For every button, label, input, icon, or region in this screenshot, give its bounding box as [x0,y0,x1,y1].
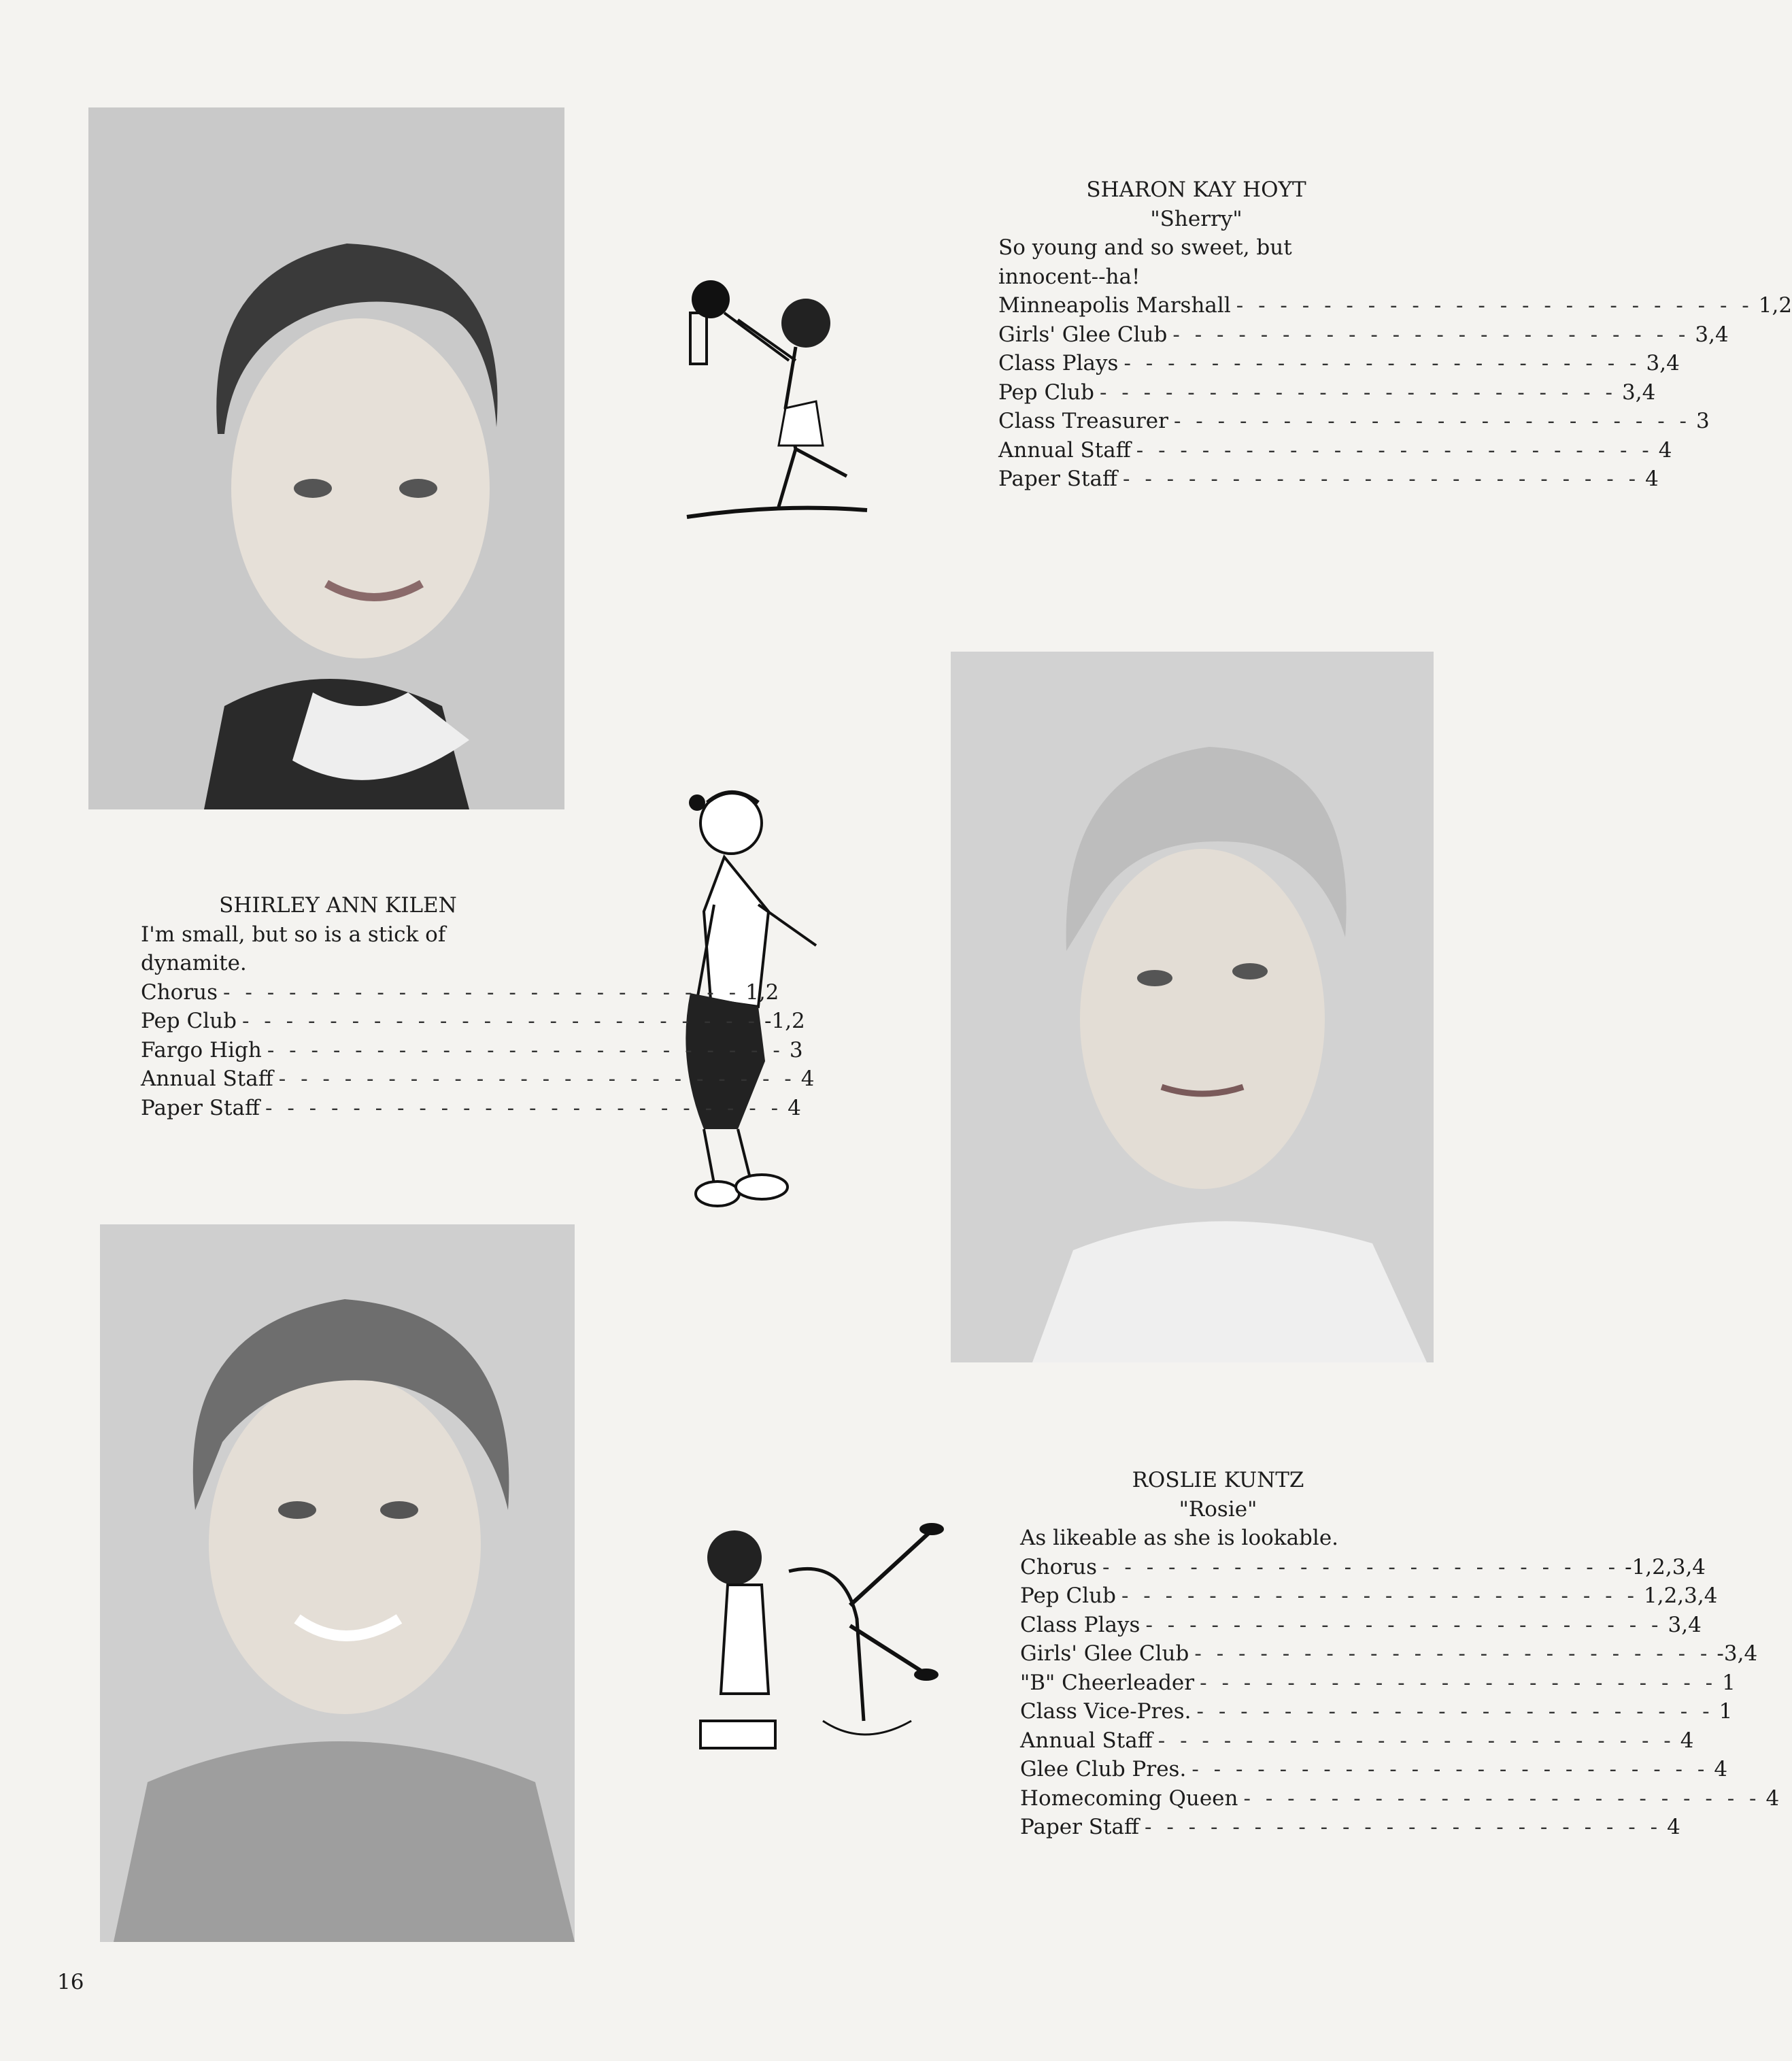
activity-row [1020,1553,1706,1582]
activity-label: Pep Club [998,380,1094,405]
activity-label: Class Plays [998,351,1119,375]
activity-years: 1,2 [1758,293,1792,318]
activity-years: 1,2 [745,979,779,1005]
activity-years: 4 [1680,1728,1694,1753]
activity-row [1020,1581,1718,1611]
activity-years: 4 [1667,1815,1680,1839]
leader-dashes: - - - - - - - - - - - - - - - - - - - - - - - - [1191,1757,1709,1781]
activity-years: 4 [1645,467,1659,491]
page-number: 16 [57,1970,84,1994]
leader-dashes: - - - - - - - - - - - - - - - - - - - - - - - - [223,979,741,1005]
leader-dashes: - - - - - - - - - - - - - - - - - - - - - - - - [1236,293,1753,318]
leader-dashes: - - - - - - - - - - - - - - - - - - - - - - - - [1194,1641,1712,1666]
sketch-girls-kicking [687,1517,945,1762]
activity-years: 3,4 [1646,351,1680,375]
leader-dashes: - - - - - - - - - - - - - - - - - - - - - - - - [1173,409,1691,433]
activity-row [998,436,1672,465]
activity-label: Class Treasurer [998,409,1168,433]
student-nickname: "Rosie" [1179,1496,1257,1522]
leader-dashes: - - - - - - - - - - - - - - - - - - - - - - - - [1145,1815,1662,1839]
activity-label: Paper Staff [141,1095,260,1120]
activity-row [141,978,779,1007]
activity-row [998,320,1729,350]
leader-dashes: - - - - - - - - - - - - - - - - - - - - - - - - [1099,380,1617,405]
activity-row [998,407,1710,436]
activity-years: 4 [1658,437,1672,463]
activity-years: -1,2,3,4 [1625,1554,1706,1579]
activity-years: 3,4 [1622,380,1656,405]
activity-label: Fargo High [141,1037,262,1062]
activity-years: -3,4 [1717,1641,1758,1666]
activity-years: 4 [800,1067,815,1091]
activity-label: Homecoming Queen [1020,1786,1238,1811]
activity-label: Girls' Glee Club [998,322,1168,347]
activity-label: Annual Staff [998,437,1131,463]
bio-roslie-kuntz [1020,1466,1780,1842]
activity-label: Annual Staff [141,1067,273,1091]
student-quote: As likeable as she is lookable. [1020,1526,1339,1550]
activity-label: Paper Staff [998,467,1118,491]
student-quote: So young and so sweet, but innocent--ha! [998,235,1292,289]
activity-row [1020,1784,1780,1813]
student-name: SHARON KAY HOYT [1086,178,1306,202]
activity-label: Class Vice-Pres. [1020,1699,1191,1724]
activity-years: 1 [1719,1699,1733,1724]
activity-row [998,349,1680,378]
activity-label: Pep Club [141,1009,237,1033]
leader-dashes: - - - - - - - - - - - - - - - - - - - - - - - - [1243,1786,1761,1811]
activity-label: "B" Cheerleader [1020,1670,1195,1695]
activity-label: Annual Staff [1020,1728,1153,1753]
student-quote: I'm small, but so is a stick of dynamite. [141,922,446,975]
activity-row [1020,1813,1680,1842]
activity-years: 3,4 [1668,1612,1702,1637]
activity-row [998,378,1656,407]
activity-label: Minneapolis Marshall [998,293,1231,318]
activity-row [1020,1611,1702,1640]
activity-years: 4 [1765,1786,1780,1811]
portrait-sharon-hoyt [88,107,564,809]
activity-years: 1 [1722,1670,1736,1695]
activity-years: 3,4 [1695,322,1729,347]
leader-dashes: - - - - - - - - - - - - - - - - - - - - - - - - [1200,1670,1717,1695]
leader-dashes: - - - - - - - - - - - - - - - - - - - - - - - - [278,1067,796,1091]
portrait-roslie-kuntz [951,652,1434,1362]
leader-dashes: - - - - - - - - - - - - - - - - - - - - - - - - [267,1037,784,1062]
leader-dashes: - - - - - - - - - - - - - - - - - - - - - - - - [1145,1612,1663,1637]
activity-label: Class Plays [1020,1612,1140,1637]
leader-dashes: - - - - - - - - - - - - - - - - - - - - - - - - [1136,437,1653,463]
portrait-shirley-kilen [100,1224,575,1942]
leader-dashes: - - - - - - - - - - - - - - - - - - - - - - - - [1157,1728,1675,1753]
activity-years: 3 [789,1037,803,1062]
sketch-girl-basketball [677,272,874,524]
activity-years: 1,2,3,4 [1644,1584,1718,1608]
activity-row [1020,1669,1736,1698]
activity-years: 4 [1714,1757,1728,1781]
activity-row [141,1007,805,1036]
leader-dashes: - - - - - - - - - - - - - - - - - - - - - - - - [1172,322,1690,347]
activity-years: 4 [788,1095,801,1120]
activity-row [1020,1697,1733,1726]
activity-row [141,1065,815,1094]
student-name: ROSLIE KUNTZ [1132,1468,1304,1492]
activity-row [141,1094,801,1123]
activity-row [141,1036,803,1065]
activity-row [1020,1639,1758,1669]
activity-label: Pep Club [1020,1584,1116,1608]
activity-years: 3 [1696,409,1710,433]
leader-dashes: - - - - - - - - - - - - - - - - - - - - - - - - [1123,467,1640,491]
bio-shirley-kilen [141,891,815,1122]
activity-label: Chorus [1020,1554,1098,1579]
activity-label: Paper Staff [1020,1815,1140,1839]
leader-dashes: - - - - - - - - - - - - - - - - - - - - - - - - [1121,1584,1638,1608]
activity-list [1020,1553,1780,1842]
activity-list [141,978,815,1123]
leader-dashes: - - - - - - - - - - - - - - - - - - - - - - - - [241,1009,759,1033]
activity-label: Girls' Glee Club [1020,1641,1189,1666]
activity-years: -1,2 [764,1009,805,1033]
activity-list [998,291,1792,494]
leader-dashes: - - - - - - - - - - - - - - - - - - - - - - - - [265,1095,783,1120]
activity-row [998,465,1659,494]
leader-dashes: - - - - - - - - - - - - - - - - - - - - - - - - [1123,351,1641,375]
activity-row [1020,1726,1694,1756]
bio-sharon-hoyt [998,175,1792,494]
activity-row [998,291,1792,320]
activity-label: Chorus [141,979,218,1005]
activity-row [1020,1755,1728,1784]
leader-dashes: - - - - - - - - - - - - - - - - - - - - - - - - [1102,1554,1620,1579]
student-nickname: "Sherry" [1150,206,1242,231]
student-name: SHIRLEY ANN KILEN [219,893,457,918]
activity-label: Glee Club Pres. [1020,1757,1187,1781]
leader-dashes: - - - - - - - - - - - - - - - - - - - - - - - - [1196,1699,1714,1724]
